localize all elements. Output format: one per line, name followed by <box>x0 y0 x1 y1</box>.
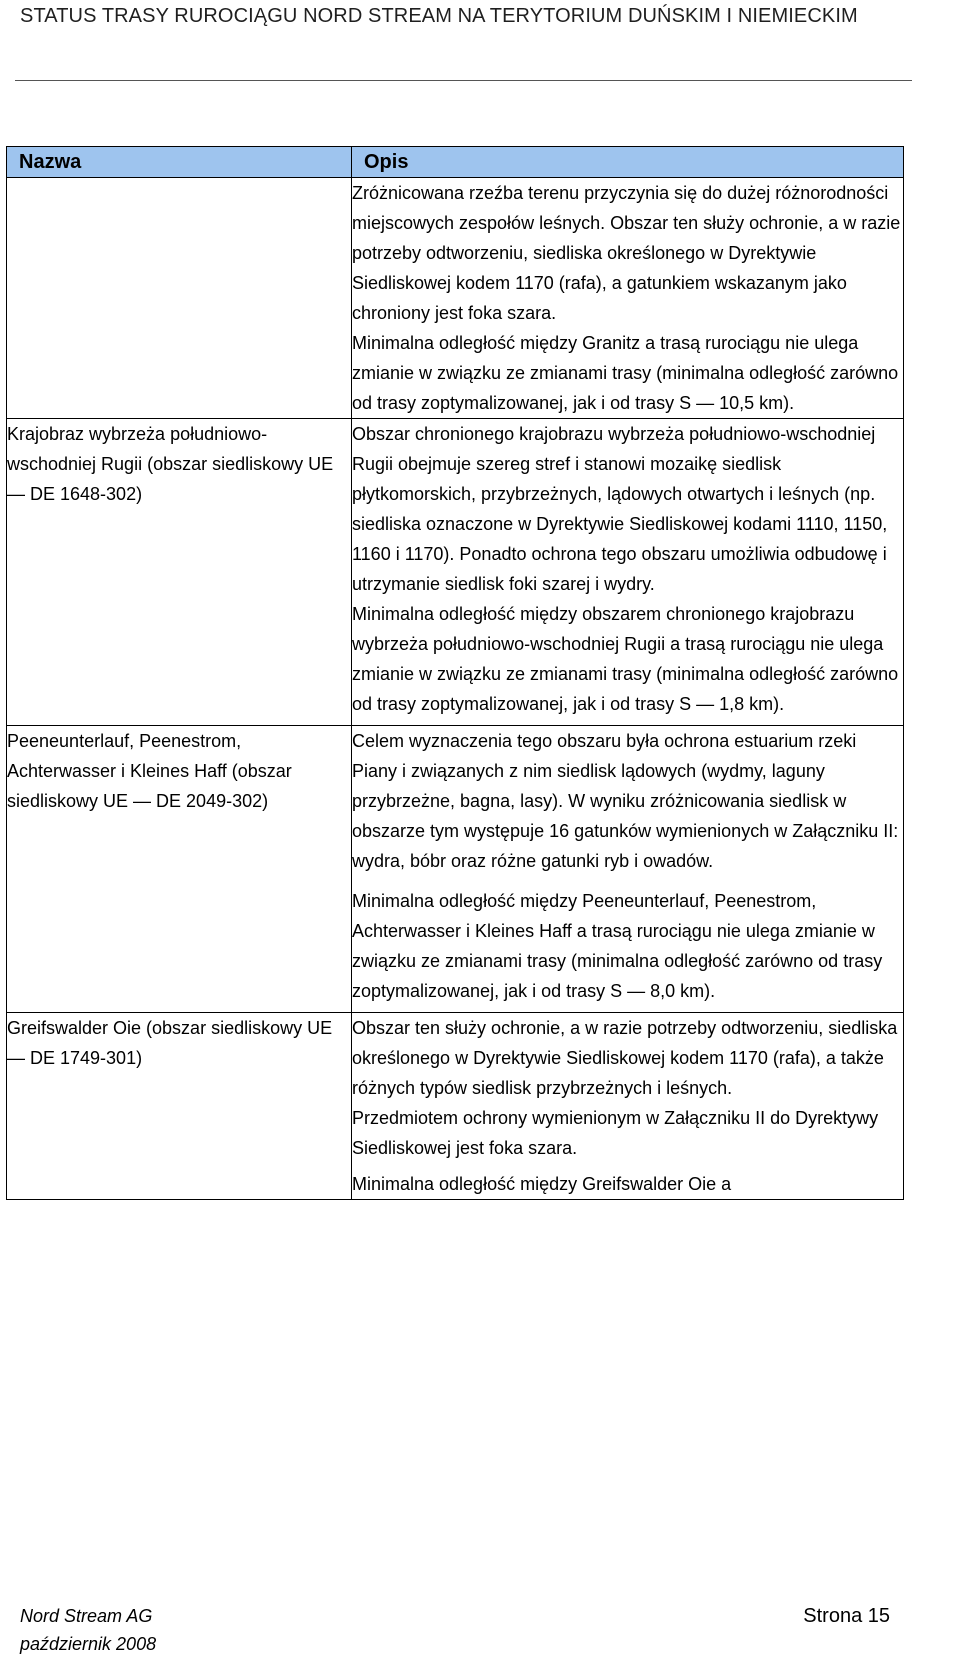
name-cell <box>7 419 352 726</box>
habitat-table <box>6 146 904 1200</box>
description-cell <box>352 178 904 419</box>
site-name: Greifswalder Oie (obszar siedliskowy UE — DE 1749-301) <box>7 1018 333 1068</box>
site-name: Peeneunterlauf, Peenestrom, Achterwasser i Kleines Haff (obszar siedliskowy UE — DE 2049-302) <box>7 731 292 811</box>
description-paragraph: Obszar chronionego krajobrazu wybrzeża południowo-wschodniej Rugii obejmuje szereg stref i stanowi mozaikę siedlisk płytkomorskich, przybrzeżnych, lądowych otwartych i leśnych (np. siedliska oznaczone w Dyrektywie Siedliskowej kodami 1110, 1150, 1160 i 1170). Ponadto ochrona tego obszaru umożliwia odbudowę i utrzymanie siedlisk foki szarej i wydry. <box>352 424 888 594</box>
description-cell <box>352 726 904 1013</box>
description-paragraph: Minimalna odległość między Granitz a trasą rurociągu nie ulega zmianie w związku ze zmianami trasy (minimalna odległość zarówno od trasy zoptymalizowanej, jak i od trasy S — 10,5 km). <box>352 333 899 413</box>
table-row <box>7 726 904 1013</box>
header-divider <box>15 80 912 81</box>
description-paragraph: Minimalna odległość między obszarem chronionego krajobrazu wybrzeża południowo-wschodniej Rugii a trasą rurociągu nie ulega zmianie w związku ze zmianami trasy (minimalna odległość zarówno od trasy zoptymalizowanej, jak i od trasy S — 1,8 km). <box>352 604 899 714</box>
table-row <box>7 1013 904 1200</box>
page-header-title: STATUS TRASY RUROCIĄGU NORD STREAM NA TERYTORIUM DUŃSKIM I NIEMIECKIM <box>20 5 858 27</box>
description-cell <box>352 419 904 726</box>
description-paragraph: Minimalna odległość między Greifswalder Oie a <box>352 1174 732 1194</box>
footer-page-number: Strona 15 <box>803 1605 890 1627</box>
description-paragraph: Zróżnicowana rzeźba terenu przyczynia się do dużej różnorodności miejscowych zespołów leśnych. Obszar ten służy ochronie, a w razie potrzeby odtworzeniu, siedliska określonego w Dyrektywie Siedliskowej kodem 1170 (rafa), a gatunkiem wskazanym jako chroniony jest foka szara. <box>352 183 901 323</box>
footer-company: Nord Stream AG <box>20 1606 153 1626</box>
description-cell <box>352 1013 904 1200</box>
name-cell <box>7 178 352 419</box>
description-paragraph: Przedmiotem ochrony wymienionym w Załączniku II do Dyrektywy Siedliskowej jest foka szara. <box>352 1108 879 1158</box>
column-header-description: Opis <box>352 147 904 178</box>
name-cell <box>7 726 352 1013</box>
name-cell <box>7 1013 352 1200</box>
description-paragraph: Minimalna odległość między Peeneunterlauf, Peenestrom, Achterwasser i Kleines Haff a trasą rurociągu nie ulega zmianie w związku ze zmianami trasy (minimalna odległość zarówno od trasy zoptymalizowanej, jak i od trasy S — 8,0 km). <box>352 891 883 1001</box>
footer-left <box>20 1602 156 1658</box>
description-paragraph: Obszar ten służy ochronie, a w razie potrzeby odtworzeniu, siedliska określonego w Dyrektywie Siedliskowej kodem 1170 (rafa), a także różnych typów siedlisk przybrzeżnych i leśnych. <box>352 1018 898 1098</box>
column-header-name: Nazwa <box>7 147 352 178</box>
site-name: Krajobraz wybrzeża południowo-wschodniej Rugii (obszar siedliskowy UE — DE 1648-302) <box>7 424 334 504</box>
description-paragraph: Celem wyznaczenia tego obszaru była ochrona estuarium rzeki Piany i związanych z nim siedlisk lądowych (wydmy, laguny przybrzeżne, bagna, lasy). W wyniku zróżnicowania siedlisk w obszarze tym występuje 16 gatunków wymienionych w Załączniku II: wydra, bóbr oraz różne gatunki ryb i owadów. <box>352 731 899 871</box>
footer-date: październik 2008 <box>20 1634 157 1654</box>
table-row <box>7 178 904 419</box>
table-row <box>7 419 904 726</box>
table-header-row <box>7 147 904 178</box>
